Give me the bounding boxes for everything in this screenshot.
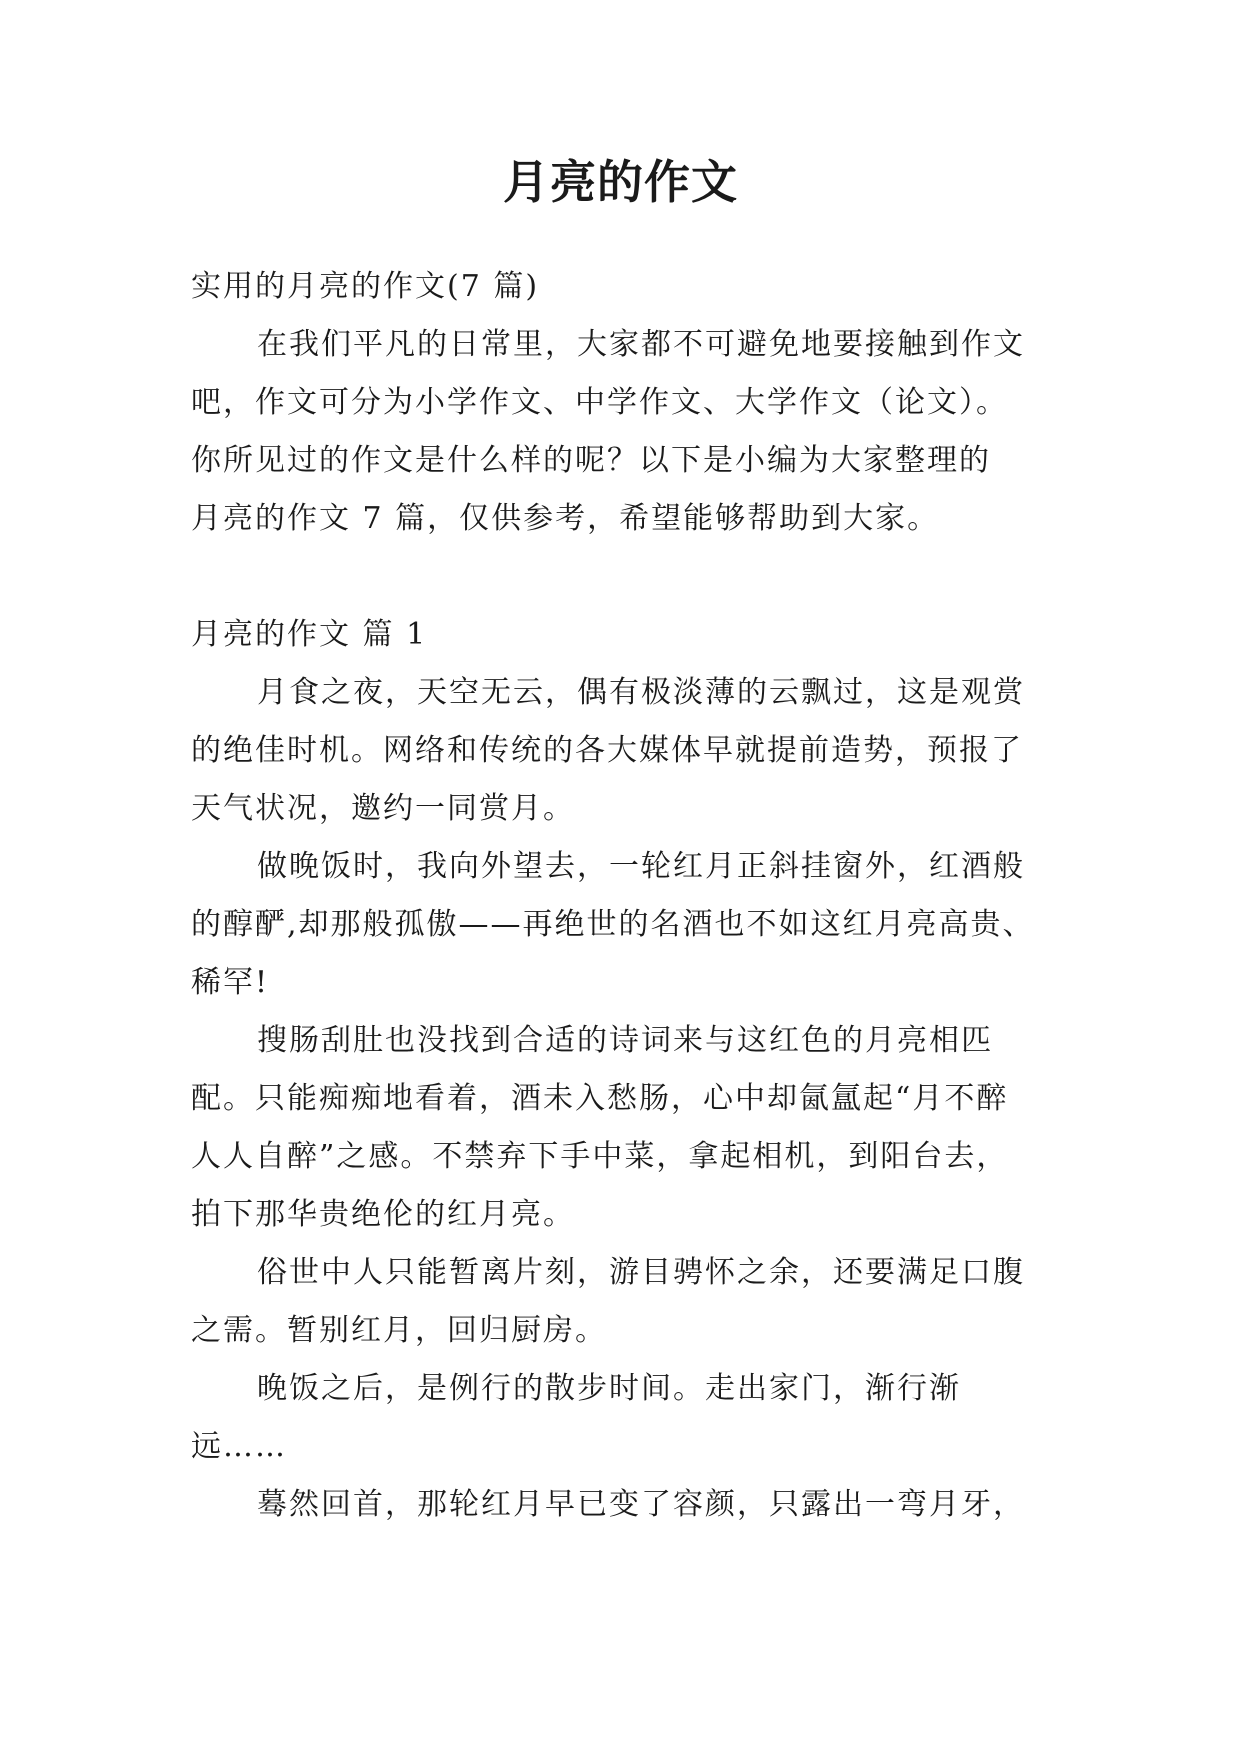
document-title: 月亮的作文: [503, 155, 738, 209]
paragraph-line: 俗世中人只能暂离片刻，游目骋怀之余，还要满足口腹: [257, 1255, 1025, 1290]
body-paragraph: [191, 1244, 1053, 1360]
paragraph-line: 人人自醉”之感。不禁弃下手中菜，拿起相机，到阳台去，: [191, 1139, 1009, 1174]
intro-line: 月亮的作文 7 篇，仅供参考，希望能够帮助到大家。: [191, 501, 940, 536]
paragraph-line: 月食之夜，天空无云，偶有极淡薄的云飘过，这是观赏: [257, 675, 1025, 710]
intro-paragraph: [191, 316, 1053, 548]
body-paragraph: [191, 1476, 1053, 1534]
paragraph-line: 天气状况，邀约一同赏月。: [191, 791, 575, 826]
paragraph-line: 的绝佳时机。网络和传统的各大媒体早就提前造势，预报了: [191, 733, 1023, 768]
paragraph-line: 拍下那华贵绝伦的红月亮。: [191, 1197, 575, 1232]
paragraph-spacer: [191, 548, 1053, 606]
section-heading: 月亮的作文 篇 1: [191, 617, 428, 652]
paragraph-line: 之需。暂别红月，回归厨房。: [191, 1313, 607, 1348]
body-paragraph: [191, 1012, 1053, 1244]
paragraph-line: 的醇酽,却那般孤傲——再绝世的名酒也不如这红月亮高贵、: [191, 907, 1035, 942]
intro-line: 吧，作文可分为小学作文、中学作文、大学作文（论文）。: [191, 385, 1008, 420]
body-paragraph: [191, 664, 1053, 838]
body-paragraph: [191, 1360, 1053, 1476]
intro-line: 你所见过的作文是什么样的呢？以下是小编为大家整理的: [191, 443, 991, 478]
paragraph-line: 搜肠刮肚也没找到合适的诗词来与这红色的月亮相匹: [257, 1023, 993, 1058]
paragraph-line: 远……: [191, 1429, 287, 1464]
body-paragraph: [191, 838, 1053, 1012]
paragraph-line: 配。只能痴痴地看着，酒未入愁肠，心中却氤氲起“月不醉: [191, 1081, 1009, 1116]
paragraph-line: 稀罕!: [191, 965, 270, 1000]
paragraph-line: 晚饭之后，是例行的散步时间。走出家门，渐行渐: [257, 1371, 961, 1406]
paragraph-line: 蓦然回首，那轮红月早已变了容颜，只露出一弯月牙，: [257, 1487, 1025, 1522]
paragraph-line: 做晚饭时，我向外望去，一轮红月正斜挂窗外，红酒般: [257, 849, 1025, 884]
document-subtitle: 实用的月亮的作文(7 篇): [191, 269, 540, 304]
document-body: [191, 258, 1053, 1534]
intro-line: 在我们平凡的日常里，大家都不可避免地要接触到作文: [257, 327, 1025, 362]
